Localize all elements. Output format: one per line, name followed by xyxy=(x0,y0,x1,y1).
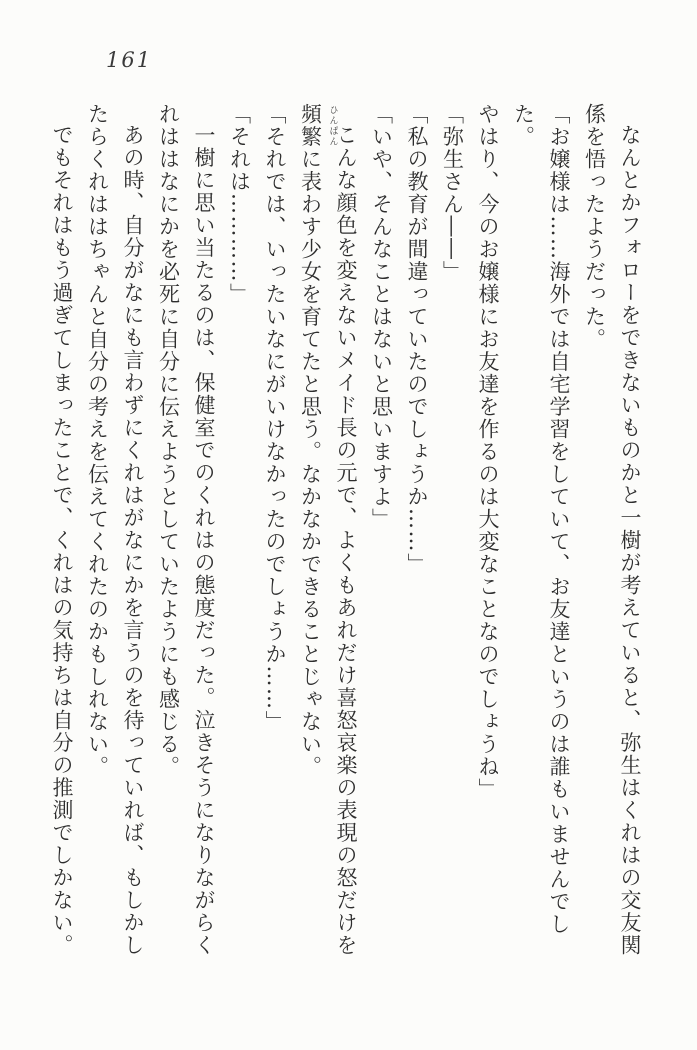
text-line: 「それでは、いったいなにがいけなかったのでしょうか……」 xyxy=(263,103,287,733)
text-line: 「私の教育が間違っていたのでしょうか……」 xyxy=(405,103,429,576)
text-line: でもそれはもう過ぎてしまったことで、くれはの気持ちは自分の推測でしかない。 xyxy=(50,124,74,957)
ruby-annotation xyxy=(298,103,338,148)
text-line: 「それは…………」 xyxy=(227,103,252,306)
text-line xyxy=(292,103,338,965)
text-line: こんな顔色を変えないメイド長の元で、よくもあれだけ喜怒哀楽の表現の怒だけを xyxy=(334,124,358,957)
page-number: 161 xyxy=(106,48,153,72)
text-line-rest: に表わす少女を育てたと思う。なかなかできることじゃない。 xyxy=(298,148,323,778)
text-block xyxy=(44,103,648,965)
ruby-base: 頻繁 xyxy=(298,103,323,148)
text-line: なんとかフォローをできないものかと一樹が考えていると、弥生はくれはの交友関 xyxy=(618,124,642,957)
ruby-text: ひんぱん xyxy=(327,105,338,147)
text-line: 一樹に思い当たるのは、保健室でのくれはの態度だった。泣きそうになりながらく xyxy=(192,124,216,957)
text-line: やはり、今のお嬢様にお友達を作るのは大変なことなのでしょうね」 xyxy=(476,103,500,801)
text-line: れははなにかを必死に自分に伝えようとしていたようにも感じる。 xyxy=(156,103,181,778)
text-line: 「お嬢様は……海外では自宅学習をしていて、お友達というのは誰もいませんでした。 xyxy=(511,103,571,936)
text-line: 係を悟ったようだった。 xyxy=(582,103,607,351)
text-line: あの時、自分がなにも言わずにくれはがなにかを言うのを待っていれば、もしかし xyxy=(121,124,145,957)
text-line: たらくれははちゃんと自分の考えを伝えてくれたのかもしれない。 xyxy=(85,103,110,778)
text-line: 「弥生さん――」 xyxy=(440,103,465,283)
text-line: 「いや、そんなことはないと思いますよ」 xyxy=(369,103,394,531)
